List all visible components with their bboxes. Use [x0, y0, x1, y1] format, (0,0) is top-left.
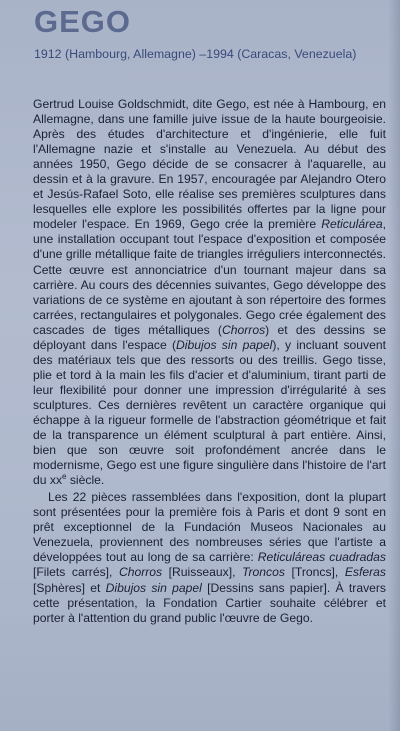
artwork-title-chorros: Chorros — [221, 322, 266, 337]
text-segment: [Ruisseaux], — [162, 565, 242, 580]
text-segment: ) et des dessins se déployant dans l'espace ( — [33, 322, 386, 352]
biography-paragraph-2 — [33, 490, 386, 625]
series-title-esferas: Esferas — [344, 565, 386, 580]
text-segment: [Troncs], — [284, 565, 345, 580]
artwork-title-reticularea: Reticulárea — [321, 217, 383, 232]
text-segment: Gertrud Louise Goldschmidt, dite Gego, est née à Hambourg, en Allemagne, dans une famille juive issue de la haute bourgeoisie. Après des études d'architecture et d'ingénierie, elle fuit l'Allemagne nazie et s'installe au Venezuela. Au début des années 1950, Gego décide de se consacrer à l'aquarelle, au dessin et à la gravure. En 1957, encouragée par Alejandro Otero et Jesús-Rafael Soto, elle réalise ses premières sculptures dans lesquelles elle explore les possibilités offertes par la ligne pour modeler l'espace. En 1969, Gego crée la première — [33, 97, 386, 232]
text-segment: [Dessins sans papier]. À travers cette présentation, la Fondation Cartier souhaite célébrer et porter à l'attention du grand public l'œuvre de Gego. — [33, 580, 387, 625]
series-title-troncos: Troncos — [242, 565, 285, 580]
artist-dates: 1912 (Hambourg, Allemagne) –1994 (Caracas, Venezuela) — [34, 47, 357, 61]
text-segment: [Sphères] et — [33, 580, 106, 595]
century-suffix: e — [62, 472, 67, 482]
biography-paragraph-1 — [33, 97, 386, 488]
artist-name-title: GEGO — [34, 4, 132, 39]
text-segment: , une installation occupant tout l'espace d'exposition et composée d'une grille métallique faite de triangles irréguliers interconnectés. Cette œuvre est annonciatrice d'un tournant majeur dans sa carrière. Au cours des décennies suivantes, Gego développe des variations de ce système en ajoutant à son répertoire des formes carrées, rectangulaires et polygonales. Gego crée également des cascades de tiges métalliques ( — [33, 217, 386, 337]
text-segment: Les 22 pièces rassemblées dans l'exposition, dont la plupart sont présentées pour la première fois à Paris et dont 9 sont en prêt exceptionnel de la Fundación Museos Nacionales au Venezuela, proviennent des nombreuses séries que l'artiste a développées tout au long de sa carrière: — [33, 490, 386, 565]
text-segment: ), y incluant souvent des matériaux tels que des ressorts ou des treillis. Gego tisse, plie et tord à la main les fils d'acier et d'aluminium, tirant parti de leur flexibilité pour donner une impression d'irrégularité à ses sculptures. Ces dernières revêtent un caractère organique qui échappe à la rigueur formelle de l'abstraction géométrique et fait de la transparence un élément sculptural à part entière. Ainsi, bien que son œuvre soit profondément ancrée dans le modernisme, Gego est une figure singulière dans l'histoire de l'art du — [33, 337, 386, 488]
century-numeral: xx — [49, 473, 63, 488]
series-title-reticulareas: Reticuláreas cuadradas — [257, 550, 386, 565]
series-title-chorros: Chorros — [118, 565, 163, 580]
text-segment: siècle. — [66, 473, 105, 488]
artwork-title-dibujos: Dibujos sin papel — [176, 337, 273, 352]
panel-edge-shadow — [388, 0, 400, 731]
series-title-dibujos: Dibujos sin papel — [105, 580, 202, 595]
biography-text — [33, 97, 386, 626]
text-segment: [Filets carrés], — [33, 565, 119, 580]
